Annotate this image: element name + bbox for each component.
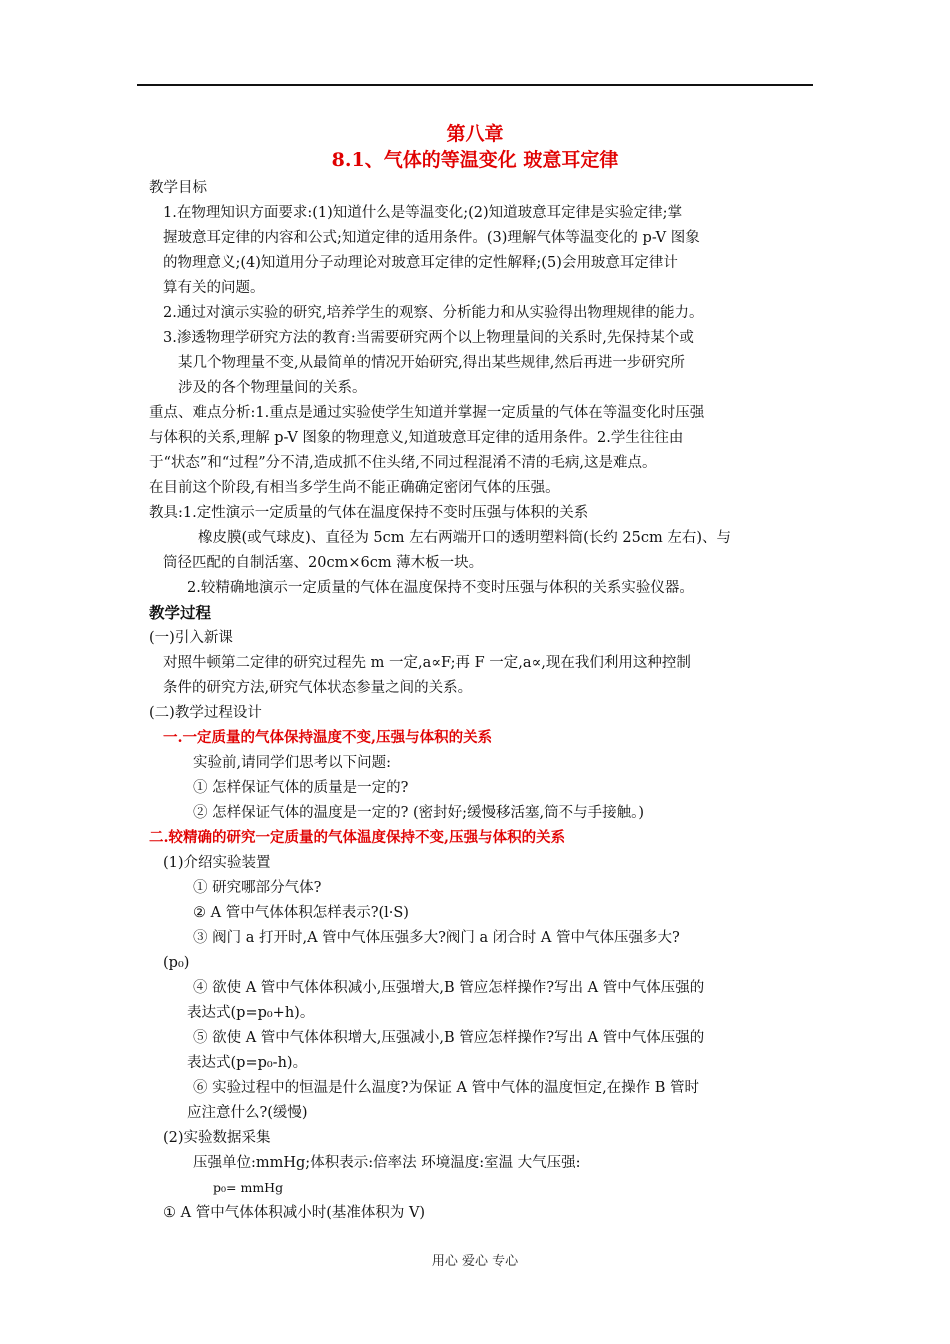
text-line: (1)介绍实验装置 (163, 855, 271, 871)
text-line: 实验前,请同学们思考以下问题: (193, 755, 391, 771)
text-line: 压强单位:mmHg;体积表示:倍率法 环境温度:室温 大气压强: (193, 1155, 581, 1171)
text-line: ② 怎样保证气体的温度是一定的? (密封好;缓慢移活塞,筒不与手接触。) (193, 805, 645, 821)
text-line: 筒径匹配的自制活塞、20cm×6cm 薄木板一块。 (163, 555, 484, 571)
text-line: p₀= mmHg (213, 1180, 284, 1195)
text-line: ① 研究哪部分气体? (193, 880, 322, 896)
text-line: 表达式(p=p₀-h)。 (187, 1055, 308, 1071)
text-line: 对照牛顿第二定律的研究过程先 m 一定,a∝F;再 F 一定,a∝,现在我们利用这种控制 (163, 655, 691, 671)
text-line: 应注意什么?(缓慢) (187, 1105, 308, 1121)
text-line: 重点、难点分析:1.重点是通过实验使学生知道并掌握一定质量的气体在等温变化时压强 (149, 405, 705, 421)
text-line: (p₀) (163, 955, 190, 971)
text-line: ④ 欲使 A 管中气体体积减小,压强增大,B 管应怎样操作?写出 A 管中气体压强的 (193, 980, 705, 996)
header-rule (137, 84, 813, 86)
text-line: 于“状态”和“过程”分不清,造成抓不住头绪,不同过程混淆不清的毛病,这是难点。 (149, 455, 657, 471)
text-line: (一)引入新课 (149, 630, 233, 646)
text-line: ③ 阀门 a 打开时,A 管中气体压强多大?阀门 a 闭合时 A 管中气体压强多大? (193, 930, 680, 946)
text-line: 橡皮膜(或气球皮)、直径为 5cm 左右两端开口的透明塑料筒(长约 25cm 左右)、与 (198, 530, 731, 546)
red-heading-1: 一.一定质量的气体保持温度不变,压强与体积的关系 (163, 729, 493, 746)
red-heading-2: 二.较精确的研究一定质量的气体温度保持不变,压强与体积的关系 (149, 829, 566, 846)
text-line: ⑤ 欲使 A 管中气体体积增大,压强减小,B 管应怎样操作?写出 A 管中气体压强的 (193, 1030, 705, 1046)
section-title: 8.1、气体的等温变化 玻意耳定律 (331, 149, 619, 171)
text-line: 教具:1.定性演示一定质量的气体在温度保持不变时压强与体积的关系 (149, 505, 589, 521)
text-line: 表达式(p=p₀+h)。 (187, 1005, 315, 1021)
page-footer: 用心 爱心 专心 (431, 1254, 519, 1269)
text-line: 条件的研究方法,研究气体状态参量之间的关系。 (163, 680, 473, 696)
text-line: ⑥ 实验过程中的恒温是什么温度?为保证 A 管中气体的温度恒定,在操作 B 管时 (193, 1080, 700, 1096)
text-line: 与体积的关系,理解 p-V 图象的物理意义,知道玻意耳定律的适用条件。2.学生往往由 (149, 430, 684, 446)
text-line: 涉及的各个物理量间的关系。 (178, 380, 367, 396)
text-line: 在目前这个阶段,有相当多学生尚不能正确确定密闭气体的压强。 (149, 480, 560, 496)
section-heading: 教学过程 (149, 603, 212, 622)
text-line: 的物理意义;(4)知道用分子动理论对玻意耳定律的定性解释;(5)会用玻意耳定律计 (163, 255, 678, 271)
text-line: 某几个物理量不变,从最简单的情况开始研究,得出某些规律,然后再进一步研究所 (178, 355, 685, 371)
text-line: 2.通过对演示实验的研究,培养学生的观察、分析能力和从实验得出物理规律的能力。 (163, 305, 704, 321)
text-line: 教学目标 (149, 180, 207, 196)
text-line: ① 怎样保证气体的质量是一定的? (193, 780, 409, 796)
text-line: ② A 管中气体体积怎样表示?(l·S) (193, 905, 409, 921)
text-line: 1.在物理知识方面要求:(1)知道什么是等温变化;(2)知道玻意耳定律是实验定律;掌 (163, 205, 683, 221)
chapter-title: 第八章 (446, 123, 504, 145)
text-line: 算有关的问题。 (163, 280, 265, 296)
text-line: ① A 管中气体体积减小时(基准体积为 V) (163, 1205, 426, 1221)
text-line: 3.渗透物理学研究方法的教育:当需要研究两个以上物理量间的关系时,先保持某个或 (163, 330, 694, 346)
text-line: (二)教学过程设计 (149, 705, 262, 721)
text-line: (2)实验数据采集 (163, 1130, 271, 1146)
text-line: 握玻意耳定律的内容和公式;知道定律的适用条件。(3)理解气体等温变化的 p-V 图象 (163, 230, 700, 246)
text-line: 2.较精确地演示一定质量的气体在温度保持不变时压强与体积的关系实验仪器。 (187, 580, 694, 596)
